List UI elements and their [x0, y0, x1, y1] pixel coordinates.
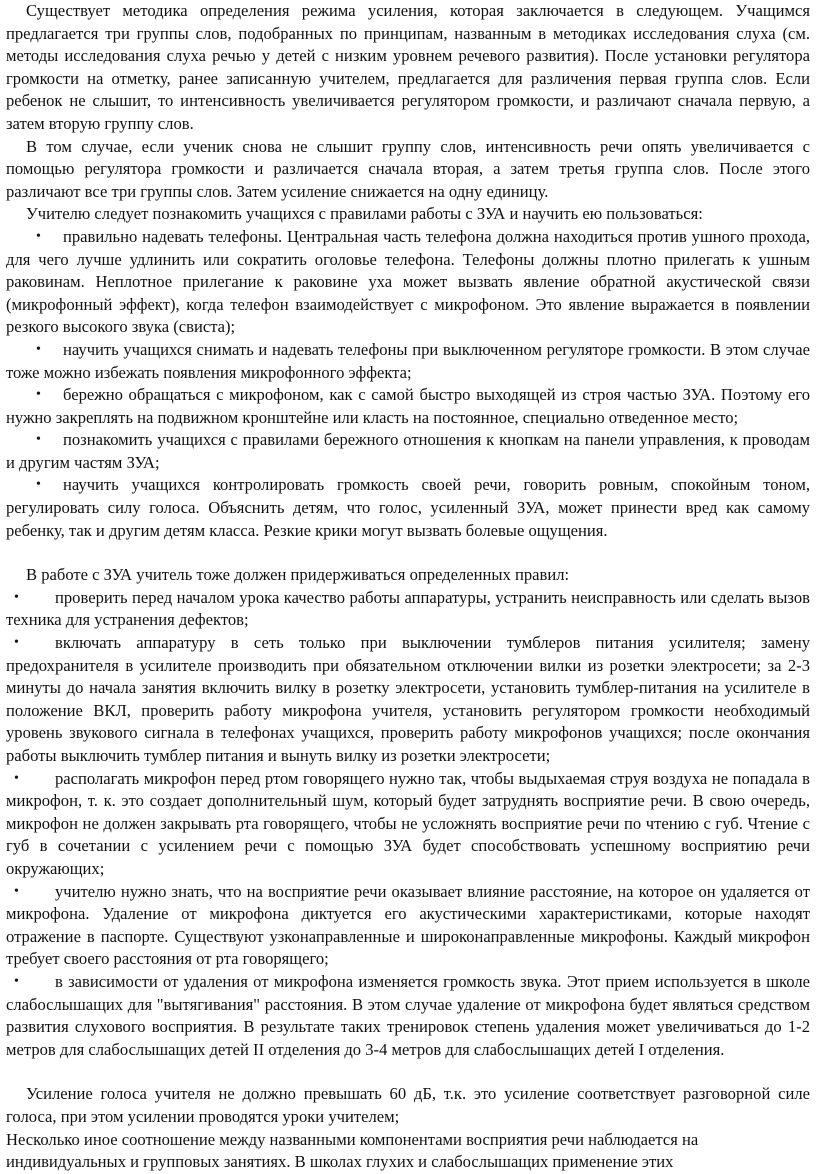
bullet-icon: • [14, 770, 19, 786]
list-item: • познакомить учащихся с правилами бережного отношения к кнопкам на панели управления, к проводам и другим частям ЗУА; [6, 430, 810, 472]
paragraph-teacher-rules-intro: В работе с ЗУА учитель тоже должен придерживаться определенных правил: [26, 565, 570, 585]
list-item: • располагать микрофон перед ртом говорящего нужно так, чтобы выдыхаемая струя воздуха не попадала в микрофон, т. к. это создает дополнительный шум, который будет затруднять восприятие речи. В свою очередь, микрофон не должен закрывать рта говорящего, чтобы не усложнять восприятие речи по чтению с губ. Чтение с губ в сочетании с усилением речи с помощью ЗУА будет способствовать успешному восприятию речи окружающих; [6, 768, 810, 878]
bullet-icon: • [14, 883, 19, 899]
bullet-icon: • [36, 341, 41, 357]
bullet-icon: • [36, 477, 41, 493]
list-item: • в зависимости от удаления от микрофона изменяется громкость звука. Этот прием используется в школе слабослышащих для "вытягивания" расстояния. В этом случае удаление от микрофона будет являться средством развития слухового восприятия. В результате таких тренировок степень удаления может увеличиваться до 1-2 метров для слабослышащих детей II отделения до 3-4 метров для слабослышащих детей I отделения. [6, 971, 810, 1059]
teacher-rules-list [6, 587, 810, 1061]
paragraph-spacer [6, 1061, 810, 1083]
paragraph-method: Существует методика определения режима усиления, которая заключается в следующем. Учащимся предлагается три группы слов, подобранных по принципам, названным в методиках исследования слуха (см. методы исследования слуха речью у детей с низким уровнем речевого развития). После установки регулятора громкости на отметку, ранее записанную учителем, предлагается для различения первая группа слов. Если ребенок не слышит, то интенсивность увеличивается регулятором громкости, и различают сначала первую, а затем вторую группу слов. [6, 1, 810, 133]
bullet-icon: • [14, 589, 19, 605]
bullet-icon: • [36, 432, 41, 448]
paragraph-spacer [6, 542, 810, 564]
paragraph-rules-intro: Учителю следует познакомить учащихся с правилами работы с ЗУА и научить ею пользоваться: [26, 204, 703, 224]
list-item: • бережно обращаться с микрофоном, как с самой быстро выходящей из строя частью ЗУА. Поэтому его нужно закреплять на подвижном кронштейне или класть на постоянное, специально отведенное место; [6, 385, 810, 427]
bullet-icon: • [36, 387, 41, 403]
bullet-icon: • [36, 228, 41, 244]
student-rules-list [6, 226, 810, 542]
list-item: • правильно надевать телефоны. Центральная часть телефона должна находиться против ушного прохода, для чего лучше удлинить или сократить оголовье телефона. Телефоны должны плотно прилегать к ушным раковинам. Неплотное прилегание к раковине уха может вызвать явление обратной акустической связи (микрофонный эффект), когда телефон взаимодействует с микрофоном. Это явление выражается в появлении резкого высокого звука (свиста); [6, 226, 810, 337]
bullet-icon: • [14, 973, 19, 989]
list-item: • включать аппаратуру в сеть только при выключении тумблеров питания усилителя; замену предохранителя в усилителе производить при обязательном отключении вилки из розетки электросети; за 2-3 минуты до начала занятия включить вилку в розетку электросети, установить тумблер-питания на усилителе в положение ВКЛ, проверить работу микрофона учителя, установить регулятором громкости необходимый уровень звукового сигнала в телефонах учащихся, проверить работу микрофонов учащихся; после окончания работы выключить тумблер питания и вынуть вилку из розетки электросети; [6, 633, 810, 765]
list-item: • учителю нужно знать, что на восприятие речи оказывает влияние расстояние, на которое он удаляется от микрофона. Удаление от микрофона диктуется его акустическими характеристиками, которые находят отражение в паспорте. Существуют узконаправленные и широконаправленные микрофоны. Каждый микрофон требует своего расстояния от рта говорящего; [6, 881, 810, 969]
paragraph-repeat: В том случае, если ученик снова не слышит группу слов, интенсивность речи опять увеличивается с помощью регулятора громкости и различается сначала вторая, а затем третья группа слов. После этого различают все три группы слов. Затем усиление снижается на одну единицу. [6, 136, 810, 201]
paragraph-voice-limit: Усиление голоса учителя не должно превышать 60 дБ, т.к. это усиление соответствует разговорной силе голоса, при этом усилении проводятся уроки учителем; [6, 1084, 810, 1126]
list-item: • научить учащихся контролировать громкость своей речи, говорить ровным, спокойным тоном, регулировать силу голоса. Объяснить детям, что голос, усиленный ЗУА, может принести вред как самому ребенку, так и другим детям класса. Резкие крики могут вызвать болевые ощущения. [6, 475, 810, 540]
bullet-icon: • [14, 635, 19, 651]
list-item: • научить учащихся снимать и надевать телефоны при выключенном регуляторе громкости. В этом случае тоже можно избежать появления микрофонного эффекта; [6, 339, 810, 382]
list-item: • проверить перед началом урока качество работы аппаратуры, устранить неисправность или сделать вызов техника для устранения дефектов; [6, 587, 810, 630]
paragraph-perception: Несколько иное соотношение между названными компонентами восприятия речи наблюдается на индивидуальных и групповых занятиях. В школах глухих и слабослышащих применение этих [6, 1129, 699, 1172]
